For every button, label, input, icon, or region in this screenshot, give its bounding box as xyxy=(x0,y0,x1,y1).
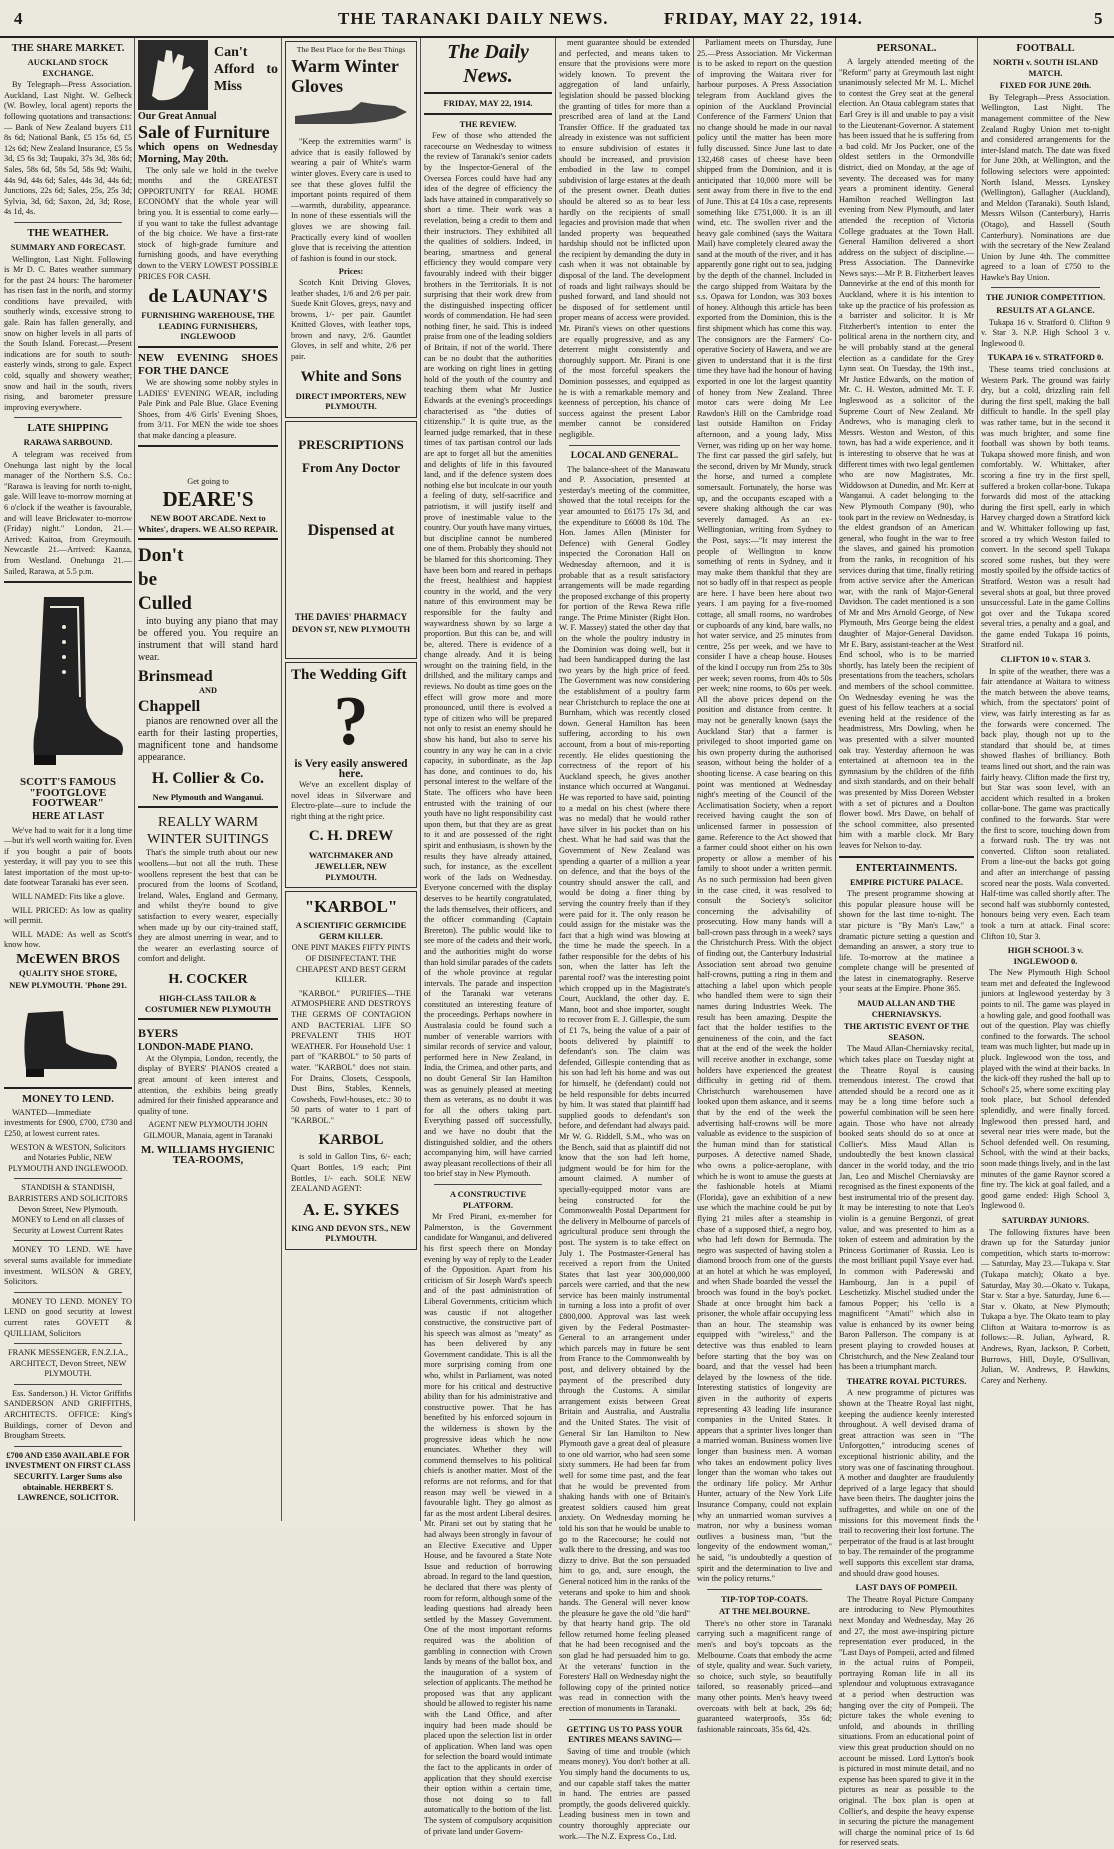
review-heading: THE REVIEW. xyxy=(459,118,517,129)
standish-ad: STANDISH & STANDISH, BARRISTERS AND SOLICITORS Devon Street, New Plymouth. MONEY to Lend on all classes of Security at Lowest Current Rates xyxy=(8,1183,128,1235)
high-school-heading: HIGH SCHOOL 3 v. INGLEWOOD 0. xyxy=(1007,945,1084,966)
byers-sub: LONDON-MADE PIANO. xyxy=(138,1042,253,1054)
match-text: By Telegraph—Press Association. Wellington, Last Night. The management committee of the New Zealand Rugby Union met to-night and considered arrangements for the inter-Island match. The date was fixed for June 20th, at Wellington, and the following selectors were appointed: North Island, Messrs. Lynskey (Wellington), Gallagher (Auckland), and Meldon (Taranaki). South Island, Messrs Wilson (Canterbury), Harris (Otago), and Hassell (South Canterbury). Nominations are due with the secretary of the New Zealand Union by June 4th. The committee agreed to a loan of £750 to the Hawke's Bay Union. xyxy=(981,92,1110,282)
results-text: Tukapa 16 v. Stratford 0. Clifton 9 v. Star 3. N.P. High School 3 v. Inglewood 0. xyxy=(981,317,1110,348)
column-6 xyxy=(697,38,832,1734)
column-rule xyxy=(693,38,694,1521)
karbol2-heading: KARBOL xyxy=(318,1132,384,1149)
boot-icon xyxy=(4,587,132,777)
clifton-text: In spite of the weather, there was a fair attendance at Waitara to witness the match between the above teams, which, from the spectators' point of view, was fairly interesting as far as the forwards were concerned. The back play, though not up to the standard that should be, at times showed flashes of brilliancy. Both teams lined out short, and the rain was fairly heavy. Clifton made the first try, but Star was soon level, with an accident which resulted in a broken collar-bone. The game was practically confined to the forwards. Star were the first to score, touching down from a forward rush. The try was not converted. Clifton soon retaliated. From a line-out the backs got going and after an interchange of passing scored near the posts. Wala converted. Half-time was called shortly after. The second half was stubbornly contested, honours being very even. Each team took a turn at attack. Final score: Clifton 10, Star 3. xyxy=(981,666,1110,941)
dont-line3: Culled xyxy=(138,593,192,615)
constructive-heading: A CONSTRUCTIVE PLATFORM. xyxy=(449,1188,527,1210)
drew-name: C. H. DREW xyxy=(308,828,394,845)
deare-intro: Get going to xyxy=(187,477,229,487)
davies-address: DEVON ST, NEW PLYMOUTH xyxy=(291,624,411,635)
byers-name: BYERS xyxy=(138,1026,179,1041)
cant-afford-ad xyxy=(138,40,278,112)
shoe-icon xyxy=(8,993,128,1083)
column-rule xyxy=(977,38,978,1521)
clifton-heading: CLIFTON 10 v. STAR 3. xyxy=(1000,654,1091,665)
dont-line2: be xyxy=(138,569,157,591)
gloves-ad xyxy=(285,41,417,418)
entries-heading: GETTING US TO PASS YOUR ENTIRES MEANS SAVING— xyxy=(566,1723,683,1745)
dispensed-at: Dispensed at xyxy=(307,521,395,539)
weston-ad: WESTON & WESTON, Solicitors and Notaries Public, NEW PLYMOUTH AND INGLEWOOD. xyxy=(8,1142,128,1173)
column-8 xyxy=(981,38,1110,1521)
local-general-text: The balance-sheet of the Manawatu and P. Association, presented at yesterday's meeting of the committee, showed that the total receipts for the year amounted to £6175 17s 3d, and the expenditure to £6008 8s 10d. The Hon. James Allen (Minister for Defence) with General Godley inspected the Coronation Hall on Wednesday afternoon, and it is probable that as a result satisfactory arrangements will be made regarding the proposed exchange of this property for portion of the Rewa Rewa rifle range. The Prime Minister (Right Hon. W. F. Massey) stated the other day that on the whole the poultry industry in the Dominion was doing well, but it had been handicapped during the last two years by the high price of feed. The Government was now considering the establishment of a poultry farm near Christchurch to replace the one at Burnham, which was recently closed down. General Hamilton has been suffering, according to his own account, from a bout of mis-reporting recently. He elides questioning the correctness of the report of his Auckland speech, he gives another instance which occurred at Wanganui. He was reported to have said, pointing to a medal on his chest (where there was no medal) that he would rather have silver in his pocket than on his chest. What he had said was that the Government of New Zealand was spending a quarter of a million a year on defence, and that the boys of the country should answer the call, and would be doing a finer thing by serving the country freely than if they were paid for it. The only reason he could assign for the mistake was the fact that a high wind was blowing at the time he made the speech. In a father responsible for the debts of his son, when the latter has left the parental roof? was the interesting point which cropped up in the Magistrate's Court, Auckland, the other day. E. Mann, boot and shoe importer, sought to recover from E. J. Gillespie, the sum of £1 7s, being the value of a pair of boots delivered by plaintiff to defendant's son. The claim was defended, Gillespie contending that as his son had left his home and was out for himself, he (defendant) could not be held responsible for debts incurred by him. It was stated that plaintiff had supplied goods to defendant's son before, and defendant had always paid. Mr W. G. Riddell, S.M., who was on the Bench, said that as plaintiff did not know that the son had left home, judgment would be for him for the amount claimed. A number of specially-equipped motor vans are being constructed for the Commonwealth Postal Department for the delivery in Melbourne of parcels of agricultural produce sent through the post. The system is to take effect on July 1. The Postmaster-General has received a report from the United States that last year 300,000,000 parcels were carried, and that the new service has been mainly instrumental in turning a loss into a profit of over £800,000. Approval was last week given by the Federal Postmaster-General to an arrangement under which parcels may in future be sent from France to the Commonwealth by post, and delivery obtained by the payment of the prescribed duty through the Customs. A similar arrangement exists between Great Britain and Australia, and Australia and the United States. The visit of General Sir Ian Hamilton to New Plymouth gave a great deal of pleasure to one old warrior, who had seen some sixty summers. He had been far from well for some time past, and the fear that he would be prevented from shaking hands with one of Britain's greatest soldiers caused him great anxiety. On Wednesday morning he told his son that he would be unable to go to the Racecourse; he could not walk there to the dressing, and was too dizzy to drive. But the son persuaded him to go, and, sure enough, the General noticed him in the ranks of the veterans and spoke to him and shook hands. The General will never know the pleasure he gave the old "die hard" by that hearty hand grip. The old fellow returned home feeling pleased that he had been recognised and the son glad he had persuaded him to go. At the veterans' function in the Foresters' Hall on Wednesday night the following copy of the printed notice was read in connection with the erection of monuments in Taranaki. xyxy=(559,464,690,1714)
white-sons-sub: DIRECT IMPORTERS, NEW PLYMOUTH. xyxy=(295,390,407,412)
dont-line1: Don't xyxy=(138,545,184,567)
maud-text: The Maud Allan-Cherniavsky recital, which takes place on Tuesday night at the Theatre Royal is causing tremendous interest. The crowd that attended should be a record one as it may be a long time before such a powerful combination will be seen here again. Those who have not already booked seats should do so at once at Collier's. Miss Maud Allan is undoubtedly the best known classical dancer in the world today, and the trio Jan, Leo and Mischel Cherniavsky are recognised as the finest exponents of the best instrumental trio of the present day. It may be interesting to note that Leo's violin is a genuine Bergonzi, of great value, and was presented to him as a token of esteem and admiration by the Princess Gortimaner of Russia. Leo is the most brilliant pupil Ysaye ever had. In common with Paderewski and Hambourg, Jan is a pupil of Leschetizky. Mischel studied under the famous Popper; his 'cello is a magnificent "Amati" which also in value is enhanced by its owner being Baron Pallerson. The company is at present playing to crowded houses at Christchurch, and the New Zealand tour has been a triumphant march. xyxy=(839,1044,974,1372)
personal-heading: PERSONAL. xyxy=(876,43,937,54)
mcewen-sub: QUALITY SHOE STORE, xyxy=(18,967,117,978)
question-mark: ? xyxy=(333,682,369,760)
karbol-text: "KARBOL" PURIFIES—THE ATMOSPHERE AND DESTROYS THE GERMS OF CONTAGION AND BACTERIAL LIFE SO PREVALENT THIS HOT WEATHER. For Household Use: 1 part of "KARBOL" to 50 parts of water. "KARBOL" does not stain. For Drains, Closets, Cesspools, Dust Bins, Stables, Kennels, Cowsheds, Fowl-houses, etc.: 30 to 50 parts of water to 1 part of "KARBOL." xyxy=(291,988,411,1125)
white-sons: White and Sons xyxy=(300,368,402,385)
weather-heading: THE WEATHER. xyxy=(27,227,109,239)
saturday-text: The following fixtures have been drawn up for the Saturday junior competition, which starts to-morrow:— Saturday, May 23.—Tukapa v. Star (Tukapa match); Okato a bye. Saturday, May 30.—Okato v. Tukapa, Star v. Star a bye. Saturday, June 6.—Star v. Okato, at New Plymouth; Tukapa a bye. The Okato team to play Clifton at Waitara to-morrow is as follows:—R. Julian, Aylward, R. Andrews, Ryan, Jackson, P. Corbett, Burrows, Hill, Doyle, O'Sullivan, Julian, W. Andrews, P. Hawkins, Carey and Nerheny. xyxy=(981,1227,1110,1385)
williams-ad: M. WILLIAMS HYGIENIC TEA-ROOMS, xyxy=(141,1143,275,1167)
fixed-heading: FIXED FOR JUNE 20th. xyxy=(999,80,1092,91)
theatre-text: A new programme of pictures was shown at the Theatre Royal last night, keeping the audience keenly interested throughout. A well devised drama of great attraction was seen in "The Unforgotten," introducing scenes of exceptional histrionic ability, and the story was one of fascinating throughout. A mother and daughter are fraudulently deprived of a large legacy that should have been theirs. The daughter joins the suffragettes, and while on one of the missions for this movement finds the trail to recovering their lost fortune. The perpetrator of the fraud is at last brought to bay. The remainder of the programme well supports this excellent star drama, and should draw good houses. xyxy=(839,1388,974,1578)
mcewen-name: McEWEN BROS xyxy=(16,952,120,968)
money-heading: MONEY TO LEND. xyxy=(22,1093,114,1105)
karbol-mid: ONE PINT MAKES FIFTY PINTS OF DISINFECTANT. THE CHEAPEST AND BEST GERM KILLER. xyxy=(291,943,411,985)
wedding-heading: The Wedding Gift xyxy=(291,666,407,683)
sale-text: The only sale we hold in the twelve months and the GREATEST OPPORTUNITY for REAL HOME ECONOMY that the whole year will bring you. It is essential to come early—if you want to take the fullest advantage of the big choice. We have a first-rate stock of high-grade furniture and furnishing goods, and have everything down to the VERY LOWEST POSSIBLE PRICES FOR CASH. xyxy=(138,165,278,281)
theatre-heading: THEATRE ROYAL PICTURES. xyxy=(846,1375,967,1386)
karbol-ad xyxy=(285,891,417,1250)
stock-exchange-subheading: AUCKLAND STOCK EXCHANGE. xyxy=(27,57,109,78)
brinsmead: Brinsmead xyxy=(138,668,213,686)
karbol2-text: is sold in Gallon Tins, 6/- each; Quart Bottles, 1/9 each; Pint Bottles, 1/- each. SOLE NEW ZEALAND AGENT: xyxy=(291,1152,411,1194)
constructive-text: Mr Fred Pirani, ex-member for Palmerston, is the Government candidate for Wanganui, and delivered his first speech there on Monday evening by way of reply to the Leader of the Opposition. Apart from his criticism of Sir Joseph Ward's speech and of the past administration of Liberal Governments, criticism which was caustic if not altogether constructive, the constructive part of his speech was almost as "meaty" as has been delivered by any Government candidate. This is all the more surprising coming from one who, whilst in Parliament, was noted more for his critical and destructive ability than for his administrative and constructive power. That he has benefited by his enforced sojourn in the wilderness is shown by the progressive ideas which he now enunciates. Whether they will commend themselves to his political chiefs is another matter. Most of the reforms are not reforms, and for that reason may well be viewed in a favourable light. They go almost as far as the most ardent Liberal desires. Mr. Pirani set out by stating that he had always been strongly in favour of an Elective Executive and Upper House, and he favoured a State Note Issue and reduction of borrowing abroad. In regard to the land question, he declared that there was plenty of room for reform, although some of the leading questions had already been settled by the Massey Government. One of the most important reforms required was the abolition of gambling in connection with Crown lands by means of the ballot box, and the inauguration of a system of selection of applicants. The method he proposed was that any applicant should be allowed to register his name with the Land Office, and after inquiry had been made should be placed upon the selection list in order of application. When land was open for selection the board would intimate the fact to the applicants in order of application that they should exercise their option within a certain time, those not doing so to fall automatically to the bottom of the list. The system of compulsory acquisition of private land under Govern- xyxy=(424,1212,552,1836)
north-south-heading: NORTH v. SOUTH ISLAND MATCH. xyxy=(992,57,1099,78)
entries-text: Saving of time and trouble (which means money). You don't bother at all. You simply hand the documents to us, and our capable staff takes the matter in hand. The entries are passed promptly, the goods delivered quickly. Leading business men in town and country thoroughly appreciate our work.—The N.Z. Express Co., Ltd. xyxy=(559,1746,690,1841)
davies-pharmacy: THE DAVIES' PHARMACY xyxy=(294,611,408,622)
page-number-right: 5 xyxy=(1094,9,1104,28)
byers-agent: AGENT NEW PLYMOUTH JOHN GILMOUR, Manaia, agent in Taranaki xyxy=(143,1120,273,1140)
shipping-text: A telegram was received from Onehunga last night by the local manager of the Northern S.S. Co.: "Rarawa is leaving for north to-night, gale. Will leave to-morrow morning at 6 o'clock if the weather is favourable, and will leave Brickwater to-morrow (Friday) night." London, 21.—Arrived: Kaitoa, from Greymouth. Newcastle 21.—Arrived: Kaanza, from Westland. Onehunga 21.—Sailed, Rarawa, at 5.5 p.m. xyxy=(4,450,132,576)
mcewen-address: NEW PLYMOUTH. 'Phone 291. xyxy=(9,980,127,991)
tukapa-text: These teams tried conclusions at Western Park. The ground was fairly dry, but a cold, drizzling rain fell during the first spell, making the ball difficult to handle. In the spell play was rather tame, but in the second it was much brighter, and some fine football was shown by both teams. Tukapa showed more finish, and won comfortably. W. Whittaker, after scoring a fine try in the first spell, suffered a broken collar-bone. Tukapa forwards did most of the attacking during the first spell, early in which Harvey charged down a Stratford kick and W. Whittaker following up fast, scored a try which Weston failed to convert. In the second spell Tukapa scored some rushes, but they were mostly spoiled by the offside tactics of Stratford. Weston was a result had several shots at goal, but three proved unsuccessful. Late in the game Collins got over and the Tukapa scored several tries, a penalty and a goal, and the game ended Tukapa 16 points, Stratford nil. xyxy=(981,365,1110,650)
local-general-heading: LOCAL AND GENERAL. xyxy=(570,450,679,461)
topcoats-heading: TIP-TOP TOP-COATS. xyxy=(721,1593,808,1604)
messenger-ad: FRANK MESSENGER, F.N.Z.I.A., ARCHITECT, Devon Street, NEW PLYMOUTH. xyxy=(8,1348,128,1379)
newspaper-title: THE TARANAKI DAILY NEWS. xyxy=(338,9,609,28)
editorial-date: FRIDAY, MAY 22, 1914. xyxy=(443,98,533,108)
saturday-heading: SATURDAY JUNIORS. xyxy=(1001,1214,1090,1225)
money-text: WANTED—Immediate investments for £900, £700, £730 and £250, at lowest current rates. xyxy=(4,1107,132,1138)
prescriptions-heading: PRESCRIPTIONS xyxy=(298,436,404,452)
column-1 xyxy=(4,38,132,1521)
share-quotes-text: By Telegraph—Press Association. Auckland, Last Night. W. Gelbeck (W. Bowley, local agent) reports the following quotations and transactions:— Bank of New Zealand buyers £11 8s 6d; National Bank, £5 15s 6d, £5 12s 6d; New Zealand Insurance, £5 5s 3d, £5 6s 3d; Taupaki, 37s 3d, 38s 6d; Sales, 58s 6d, 58s 5d, 58s 9d; Waihi, 44s 9d, 44s 6d; Sales, 44s 3d, 44s 6d; Junctions, 22s 6d; Sales, 25s, 25s 3d; Sylvia, 3d, 6d; Saxon, 2d, 3d; Rose, 4s 1d, 4s. xyxy=(4,80,132,217)
sale-opens: which opens on Wednesday Morning, May 20th. xyxy=(138,141,278,165)
wedding-text: We've an excellent display of novel ideas in Silverware and Electro-plate—sure to include the right thing at the right price. xyxy=(291,780,411,821)
drew-sub: WATCHMAKER AND JEWELLER, NEW PLYMOUTH. xyxy=(308,850,394,882)
from-any-doctor: From Any Doctor xyxy=(302,459,400,475)
chappell-text: pianos are renowned over all the earth for their lasting properties, magnificent tone and handsome appearance. xyxy=(138,715,278,763)
collier-name: H. Collier & Co. xyxy=(151,769,265,787)
prescriptions-ad xyxy=(285,421,417,659)
column-5 xyxy=(559,38,690,1841)
glove-icon xyxy=(291,96,411,134)
scotts-heading: SCOTT'S FAMOUS xyxy=(19,776,117,789)
entertainments-heading: ENTERTAINMENTS. xyxy=(855,862,958,874)
column-7 xyxy=(839,38,974,1848)
deare-name: DEARE'S xyxy=(162,487,254,512)
column-rule xyxy=(134,38,135,1521)
scotts-will1: WILL NAMED: Fits like a glove. xyxy=(12,892,125,902)
gloves-text: "Keep the extremities warm" is advice that is easily followed by wearing a pair of White's warm winter gloves. Every care is used to see that these gloves fulfil the important points required of them—warmth, durability, appearance. In none of these essentials will the gloves we are showing fail. Practically every kind of woollen glove that is receiving the attention of fashion is found in our stock. xyxy=(291,137,411,263)
suitings-heading: REALLY WARM WINTER SUITINGS xyxy=(147,815,269,848)
investment-ad: £700 AND £350 AVAILABLE FOR INVESTMENT ON FIRST CLASS SECURITY. Larger Sums also obtainable. HERBERT S. LAWRENCE, SOLICITOR. xyxy=(5,1450,131,1503)
column-rule xyxy=(420,38,421,1521)
personal-text: A largely attended meeting of the "Reform" party at Greymouth last night unanimously selected Mr M. L. Michel to contest the Grey seat at the general election. An Otaua cablegram states that Earl Grey is ill and unable to pay a visit to the Lieutenant-Governor. A statement has been issued that he is suffering from a bad cold. Mr Jos Pucker, one of the oldest settlers in the Ormondville district, died on Monday, at the age of seventy. The deceased was for many years a prominent identity. General Hamilton reached Wellington last evening from New Plymouth, and later attended the reception of Victoria College graduates at the Town Hall. General Hamilton delivered a short address on the subject of discipline.—Press Association. The Dannevirke News says:—Mr P. B. Fitzherbert leaves Dannevirke at the end of this month for Auckland, where it is his intention to take up the practice of his profession as a barrister and solicitor. It is Mr Fitzherbert's intention to enter the political arena in the northern city, and he will probably stand at the general election as a candidate for the Grey Lynn seat. On Tuesday, the 19th inst., Mr Justice Edwards, on the motion of Mr. C. H. Weston, admitted Mr. T. F. Ingleswood as a solicitor of the Supreme Court of New Zealand. Mr Andrews, who is managing clerk to Messrs. Weston and Weston, of this town, has had a wide experience, and it is interesting to observe that he was at different times with two legal gentlemen who are now Magistrates, Mr. Widdowson at Dunedin, and Mr. Kerr at Wanganui. A cadet belonging to the New Plymouth Company (90), who took part in the review on Wednesday, is the eldest grandson of an American general, who fought in the war to free the slaves, and gained his promotion from the ranks, in recognition of his services during that time, finally retiring from active service after the American war, with the rank of Major-General Davidson. The cadet mentioned is a son of Mr and Mrs Arnold George, of New Plymouth, Mrs George being the eldest daughter of Major-General Davidson. Mr E. Bary, assistant-teacher at the West End school, who is to be married shortly, has lately been the recipient of presentations from the teachers, scholars and members of the school committee. On Wednesday evening he was the guest of his fellow teachers at a social evening held at the residence of the headmistress, Mrs Dowling, when he was presented with a silver mounted oak tray. Yesterday afternoon he was entertained at afternoon tea in the gymnasium by the children of the fifth and sixth standards, and on their behalf was presented by Miss Doreen Webster with a set of pictures and a Doulton flower bowl. Mrs Dawe, on behalf of the school committee, also presented him with a marble clock. Mr Bary leaves for Nelson to-day. xyxy=(839,57,974,850)
karbol-heading: "KARBOL" xyxy=(304,897,398,917)
share-market-heading: THE SHARE MARKET. xyxy=(11,43,125,54)
dont-text: into buying any piano that may be offered you. You require an instrument that will stand hard wear. xyxy=(138,616,278,664)
junior-heading: THE JUNIOR COMPETITION. xyxy=(985,292,1106,303)
scotts-text: We've had to wait for it a long time—but it's well worth waiting for. Even if you bought a pair of boots yesterday, it will pay you to see this latest importation of the most up-to-date footwear Taranaki has ever seen. xyxy=(4,825,132,888)
scotts-will3: WILL MADE: As well as Scott's know how. xyxy=(4,929,132,950)
column-3 xyxy=(285,38,417,1521)
suitings-text: That's the simple truth about our new woollens—but not all the truth. These woollens represent the best that can be procured from the looms of Scotland, Ireland, Wales, England and Germany, and whilst they're bound to give satisfaction to every wearer, especially when made up by our city-trained staff, they are almost unerring in wear, and to the wearer an everlasting source of comfort and delight. xyxy=(138,848,278,964)
column-rule xyxy=(555,38,556,1521)
sale-title: Sale of Furniture xyxy=(138,121,270,142)
column-rule xyxy=(835,38,836,1521)
gloves-heading: Warm Winter Gloves xyxy=(291,55,399,96)
sale-intro: Our Great Annual xyxy=(138,111,217,122)
scotts-line3: FOOTWEAR" xyxy=(32,797,104,810)
collier-sub: New Plymouth and Wanganui. xyxy=(152,791,264,802)
sykes-name: A. E. SYKES xyxy=(302,1199,400,1219)
review-text: Few of those who attended the racecourse on Wednesday to witness the review of Taranaki's senior cadets by the Inspector-General of the Oversea Forces could have had any idea of the degree of efficiency the lads have attained in comparatively so short a time. Their work was a revelation, being a credit to them and their instructors. They exhibited all the qualities of soldiers. Indeed, in bearing, smartness and general efficiency they would compare very favourably indeed with their bigger brothers in the Territorials. It is not surprising that their work drew from the distinguished inspecting officer words of commendation. He had seen nothing finer, he said. This is indeed praise from one of the leading soldiers of Britain, if not of the world. There can be no doubt that the authorities are working on right lines in getting hold of the youth of the country and teaching them what Mr Justice Edwards at the evening's proceedings characterised as "the duties of citizenship." It is quite true, as the learned judge remarked, that in these times of tax partisan control our lads are apt to forget all but the amenities and delights of life in this favoured land, and if the defence system does nothing else but inculcate in our youth a feeling of duty, self-sacrifice and patriotism, it will justify itself and prove of inestimable value to the country. Our youth have many virtues, but discipline cannot be numbered one of them. Probably they should not be blamed for this shortcoming. They have been born and reared in perhaps the freest, healthiest and happiest country in the world, and the very nature of this environment may be responsible for the faulty and waywardness shown by so large a proportion. But this can be, and will be, altered. There is evidence of a change already. And it is being wrought on the training field, in the drillshed, and the military camps and reviews. No doubt as time goes on the effect will grow more and more pronounced, until there is evolved a type of citizen who will be prepared not only to resist an enemy should he show his hand, but also to serve his country in any way he can in a civic capacity, in subordinate, as the Jap has done, and continues to do, his personal interest to the welfare of the State. The officers who have been entrusted with the training of our youth have no light responsibility cast upon them, but that they are as great to it and are possessed of the right spirit and enthusiasm, is shown by the results they have already attained, such, for instance, as the excellent work of the lads on Wednesday. Everyone concerned with the display deserves to be heartily congratulated, the lads themselves, their officers, and the officer commanding (Captain Brereton). The public would like to see more of the cadets and their work, and the authorities might do worse than hold similar parades of the cadets of the whole province at regular intervals. The parade and inspection of the Taranaki war veterans constituted an interesting feature of the proceedings. Perhaps nowhere in Australasia could be found such a number of venerable warriors with similar records of service and valour, performed here in New Zealand, in India, the Crimea, and other parts, and no doubt General Sir Ian Hamilton was as genuinely pleased at meeting them as veterans, as no doubt it was for all the others taking part. Everything passed off successfully, and we have no doubt that the distinguished soldier, and the others accompanying him, will have carried away pleasant recollections of their all too brief stay in New Plymouth. xyxy=(424,131,552,1179)
cocker-name: H. COCKER xyxy=(168,971,248,987)
prices-heading: Prices: xyxy=(338,267,364,277)
pompeii-heading: LAST DAYS OF POMPEII. xyxy=(855,1582,958,1593)
shipping-subheading: RARAWA SARBOUND. xyxy=(23,437,113,448)
money2-ad: MONEY TO LEND. WE have several sums available for immediate investment. WILSON & GREY, Solicitors. xyxy=(4,1245,132,1287)
cant-afford-text: Can't Afford to Miss xyxy=(214,45,278,94)
shoe-illustration xyxy=(4,993,132,1083)
easily-answered: is Very easily answered here. xyxy=(294,757,408,781)
topcoats-text: There's no other store in Taranaki carrying such a magnificent range of men's and boy's topcoats as the Melbourne. Coats that embody the acme of style, quality and wear. Such variety, so choice, such style, so beautifully tailored, so reasonably priced—and many other points. Men's heavy tweed overcoats with belt at back, 29s 6d; guaranteed waterproofs, 35s 6d; fashionable raincoats, 35s 6d, 42s. xyxy=(697,1618,832,1734)
karbol-sub: A SCIENTIFIC GERMICIDE GERM KILLER. xyxy=(295,920,407,941)
pompeii-text: The Theatre Royal Picture Company are introducing to New Plymouthites next Monday and Wednesday, May 26 and 27, the most awe-inspiring picture representation ever produced, in the "Last Days of Pompeii, acted and filmed in the actual ruins of Pompeii, portraying Roman life in all its splendour and voluptuous extravagance at a period when destruction was hanging over the city of Pompeii. The picture takes the whole evening to unfold, and abounds in thrilling situations. From an educational point of view this great production should on no account be missed. Lord Lytton's book is pictured in most minute detail, and no expense has been spared to give it in the pictures as near as possible to the original. The box plan is open at Collier's, and despite the heavy expense in securing the picture the management will charge the nominal price of 1s 6d for reserved seats. xyxy=(839,1594,974,1848)
empire-text: The present programme showing at this popular pleasure house will be shown for the last time to-night. The star picture is "By Man's Law," a dramatic picture setting a question and demanding an answer, a story true to life. To-morrow at the matinee a complete change will be presented of the latest in cinematography. Reserve your seats at the Empire. Phone 365. xyxy=(839,889,974,994)
issue-date: FRIDAY, MAY 22, 1914. xyxy=(664,9,863,28)
delaunay-sub: FURNISHING WAREHOUSE, THE LEADING FURNISHERS, INGLEWOOD xyxy=(141,310,275,342)
weather-text: Wellington, Last Night. Following is Mr D. C. Bates weather summary for the past 24 hours: The barometer has risen fast in the north, and stormy conditions have prevailed, with southerly winds, excessive strong to gale. Rain has fallen generally, and snow on higher levels in all parts of the South Island. Forecast.—Present indications are for south to south-easterly winds, strong to gale. Expect cold, squally and showery weather; snow and hail in the south, rivers rising, and barometer pressure improving everywhere. xyxy=(4,254,132,412)
prices-text: Scotch Knit Driving Gloves, leather shades, 1/6 and 2/6 per pair. Suede Knit Gloves, greys, navy and browns, 1/- per pair. Gauntlet Knitted Gloves, with leather tops, brown and navy, 2/6. Gauntlet Gloves, in self and white, 2/6 per pair. xyxy=(291,277,411,362)
money3-ad: MONEY TO LEND. MONEY TO LEND on good security at lowest current rates GOVETT & QUILLIAM, Solicitors xyxy=(4,1296,132,1338)
hand-icon xyxy=(138,40,208,110)
evening-shoes-heading: NEW EVENING SHOES FOR THE DANCE xyxy=(138,351,278,377)
sykes-sub: KING AND DEVON STS., NEW PLYMOUTH. xyxy=(291,1222,411,1244)
and-text: AND xyxy=(199,686,217,696)
weather-subheading: SUMMARY AND FORECAST. xyxy=(10,241,126,252)
general-news-text: Parliament meets on Thursday, June 25.—Press Association. Mr Vickerman is to be asked to report on the question of improving the Waitara river for harbour purposes. A Press Association telegram from Auckland gives the opinion of the Auckland Provincial Conference of the Farmers' Union that no change should be made in our naval policy until the matter has been more fully discussed. Since June last to date 132,468 cases of cheese have been shipped from the Dominion, and it is anticipated that 10,000 more will be sent away from there in five to the end of June. This at £4 10s a case, represents something like £751,000. It is an ill wind, etc. The swollen river and the heavy gale combined (says the Waitara Mail) have completely cleared away the sand at the mouth of the river, and it has apparently gone right out to sea, judging by the depth of the channel. Included in the cargo shipped from Waitara by the s.s. Opawa for London, was 303 boxes of honey. Although this article has been exported from the Dominion, this is the first shipment which has come this way. The consignors are the Farmers' Co-operative Society of Hawera, and we are given to understand that it is the first time they have had the honour of having exported in one lot the largest quantity of honey from New Zealand. Three motor cars were doing Mr Lee Rawdon's Hill on the Cambridge road last outside Hamilton on Friday afternoon, and a young lady, Miss Verner, was riding up on her way home. The first car passed the girl safely, but the second, driven by Mr Mundy, struck the horse, and turned a complete somersault. Fortunately, the horse was up, and the occupants escaped with a severe shaking although the car was severely damaged. As an ex-Wellingtonian, writing from Sydney to the Post, says:—"It may interest the people of Wellington to know something of rents in Sydney, and it may make them thankful that they are not so badly off in that respect as people are here. I have been here about two years. I am paying for a five-roomed cottage, all small rooms, no wardrobes or cupboards of any kind, bare walls, no hot water service, and 25 minutes from centre, 25s per week, and we have to consider I have a cheap house. Houses of the kind I occupy run from 25s to 30s per week; seven rooms, from 40s to 50s per week; nine rooms, to 60s per week. All the above prices depend on the position and distance from centre. It may not be generally known (says the Auckland Star) that a farmer is privileged to shoot imported game on his own property during the authorised season, without being the holder of a shooting license. A case bearing on this point was mentioned at Wednesday night's meeting of the Council of the Acclimatisation Society, when a report received having caught the son of unlicensed farmer in possession of game. Reference to the Act showed that a farmer could shoot either on his own property or allow a member of his family to shoot under a written permit. As no such permission had been given in the case cited, it was resolved to consult the Society's solicitor concerning the advisability of prosecuting. How many hands will a ball-crown pass through in a week? says the Christchurch Press. With the object of finding out, the Canterbury Industrial Association sent abroad two genuine half-crowns, putting a ring in them and attaching a label upon which people who handled them were to sign their names during Industries Week. The result has been amazing. Despite the fact that the holder testifies to the genuineness of the coin, and the fact that at the end of the week the holder will receive another in exchange, some holders have experienced the greatest difficulty in getting rid of them. Christchurch warehousemen have looked upon them askance, and it seems that by the end of the week the advertising half-crowns will be more valuable as evidence to the suspicion of the human mind than for statistical purposes. A detective named Shade, who owns a police-aeroplane, with which he is wont to amuse the guests at the fashionable hotels at Miami (Florida), gave an exhibition of a new use which the machine could be put by flying 21 miles after a steamship in chase of a supposed thief, a negro boy, who had left down for Bermuda. The negro was suspected of having stolen a diamond brooch from one of the guests at an hotel at which he was employed, and when Shade boarded the vessel the brooch was found in the boy's pocket. Shade at once brought him back a prisoner, the whole affair occupying less than an hour. The steamship was equipped with "wireless," and the detective was thus enabled to learn before starting that the boy was on board, and that the vessel had been delayed by the lowness of the tide. Interesting statistics of longevity are given in the authority of experts representing 43 leading life insurance companies in the United States. It appears that a sprinter lives longer than a married woman. Business women live longer than business men. A woman who takes an endowment policy lives longer than the woman who takes out the ordinary life policy. Mr Arthur Hunter, actuary of the New York Life Insurance Company, could not explain why an unmarried woman survives a matron, nor why a business woman outlives a business man, "but the longevity of the endowment woman," he said, "is undoubtedly a question of spirit and the determination to live and win the policy returns." xyxy=(697,38,832,1584)
column-4 xyxy=(424,38,552,1836)
deare-sub: NEW BOOT ARCADE. Next to Whites', drapers. WE ALSO REPAIR. xyxy=(138,513,278,534)
chappell: Chappell xyxy=(138,697,201,715)
byers-text: At the Olympia, London, recently, the display of BYERS' PIANOS created a great amount of keen interest and attention, the exhibits being greatly admired for their finished appearance and quality of tone. xyxy=(138,1053,278,1116)
maud-heading: MAUD ALLAN AND THE CHERNIAVSKYS. xyxy=(857,998,956,1019)
pirani-continued: ment guarantee should be extended and perfected, and means taken to ensure that the provisions were more widely known. To prevent the aggregation of land unfairly, legislation should be passed blocking the granting of titles for more than a prescribed area of land at the Land Transfer Office. If the graduated tax already in existence was not sufficient to ensure subdivision of estates it should be increased, and provision embodied in the law to compel subdivision of large estates at the death of the present owner. Death duties should be altered so as to bear less hardly on the recipients of small legacies and provision made that when landed property was bequeathed hardship should not be inflicted upon the recipient by demanding the duty in cash when it was not obtainable by disposal of the land. The development of roads and light railways should be pushed forward, and land should not be disposed of for settlement until proper means of access were provided. Mr. Pirani's views on other questions are equally progressive, and as any deterrent might consistently and thoroughly support. Mr. Pirani is one of the most forceful speakers the Dominion possesses, and equipped as he is with a remarkable memory and keenness of perception, his chance of success against the present Labor member cannot be considered negligible. xyxy=(559,38,690,439)
topcoats-sub: AT THE MELBOURNE. xyxy=(719,1606,810,1617)
empire-heading: EMPIRE PICTURE PALACE. xyxy=(850,876,963,887)
football-heading: FOOTBALL xyxy=(1016,43,1075,54)
wedding-gift-ad xyxy=(285,662,417,888)
scotts-line2: "FOOTGLOVE xyxy=(29,786,107,799)
column-rule xyxy=(281,38,282,1521)
nameplate: The Daily News. xyxy=(447,41,529,87)
delaunay-name: de LAUNAY'S xyxy=(148,286,268,308)
scotts-line4: HERE AT LAST xyxy=(32,810,104,822)
masthead xyxy=(0,0,1114,38)
shipping-heading: LATE SHIPPING xyxy=(27,423,109,435)
tukapa-heading: TUKAPA 16 v. STRATFORD 0. xyxy=(987,352,1104,363)
page-number-left: 4 xyxy=(14,9,24,28)
column-2 xyxy=(138,38,278,1521)
boot-illustration xyxy=(4,587,132,777)
results-heading: RESULTS AT A GLANCE. xyxy=(996,305,1095,316)
cocker-sub: HIGH-CLASS TAILOR & COSTUMIER NEW PLYMOUTH xyxy=(144,992,272,1014)
best-place-tagline: The Best Place for the Best Things xyxy=(296,45,406,54)
evening-shoes-text: We are showing some nobby styles in LADIES' EVENING WEAR, including Pale Pink and Pale Blue. Glace Evening Shoes, from 4/6 Girls' Evening Shoes, from 3/11. For MEN the wide toe shoes that make dancing a pleasure. xyxy=(138,377,278,440)
sanderson-ad: Ess. Sanderson.) H. Victor Griffiths SANDERSON AND GRIFFITHS, ARCHITECTS. OFFICE: King's Buildings, corner of Devon and Brougham Streets. xyxy=(4,1388,132,1441)
high-school-text: The New Plymouth High School team met and defeated the Inglewood juniors at Inglewood yesterday by 3 points to nil. The game was played in a howling gale, and good football was out of the question. Play was chiefly confined to the forwards. The school team was much lighter, but made up in pluck. Inglewood won the toss, and played with the wind at their backs. In the kick-off they rushed the ball up to School's 25, where some exciting play took place, but School defended splendidly, and were finally forced. Inglewood then pressed hard, and several near tries were made, but the School defended well. On resuming, School, with the wind at their backs, soon made things lively, and in the last minutes of the game Raynor scored a fine try. The kick at goal failed, and a good game ended: High School 3, Inglewood 0. xyxy=(981,968,1110,1211)
scotts-will2: WILL PRICED: As low as quality will permit. xyxy=(4,905,132,926)
maud-sub: THE ARTISTIC EVENT OF THE SEASON. xyxy=(843,1021,970,1042)
